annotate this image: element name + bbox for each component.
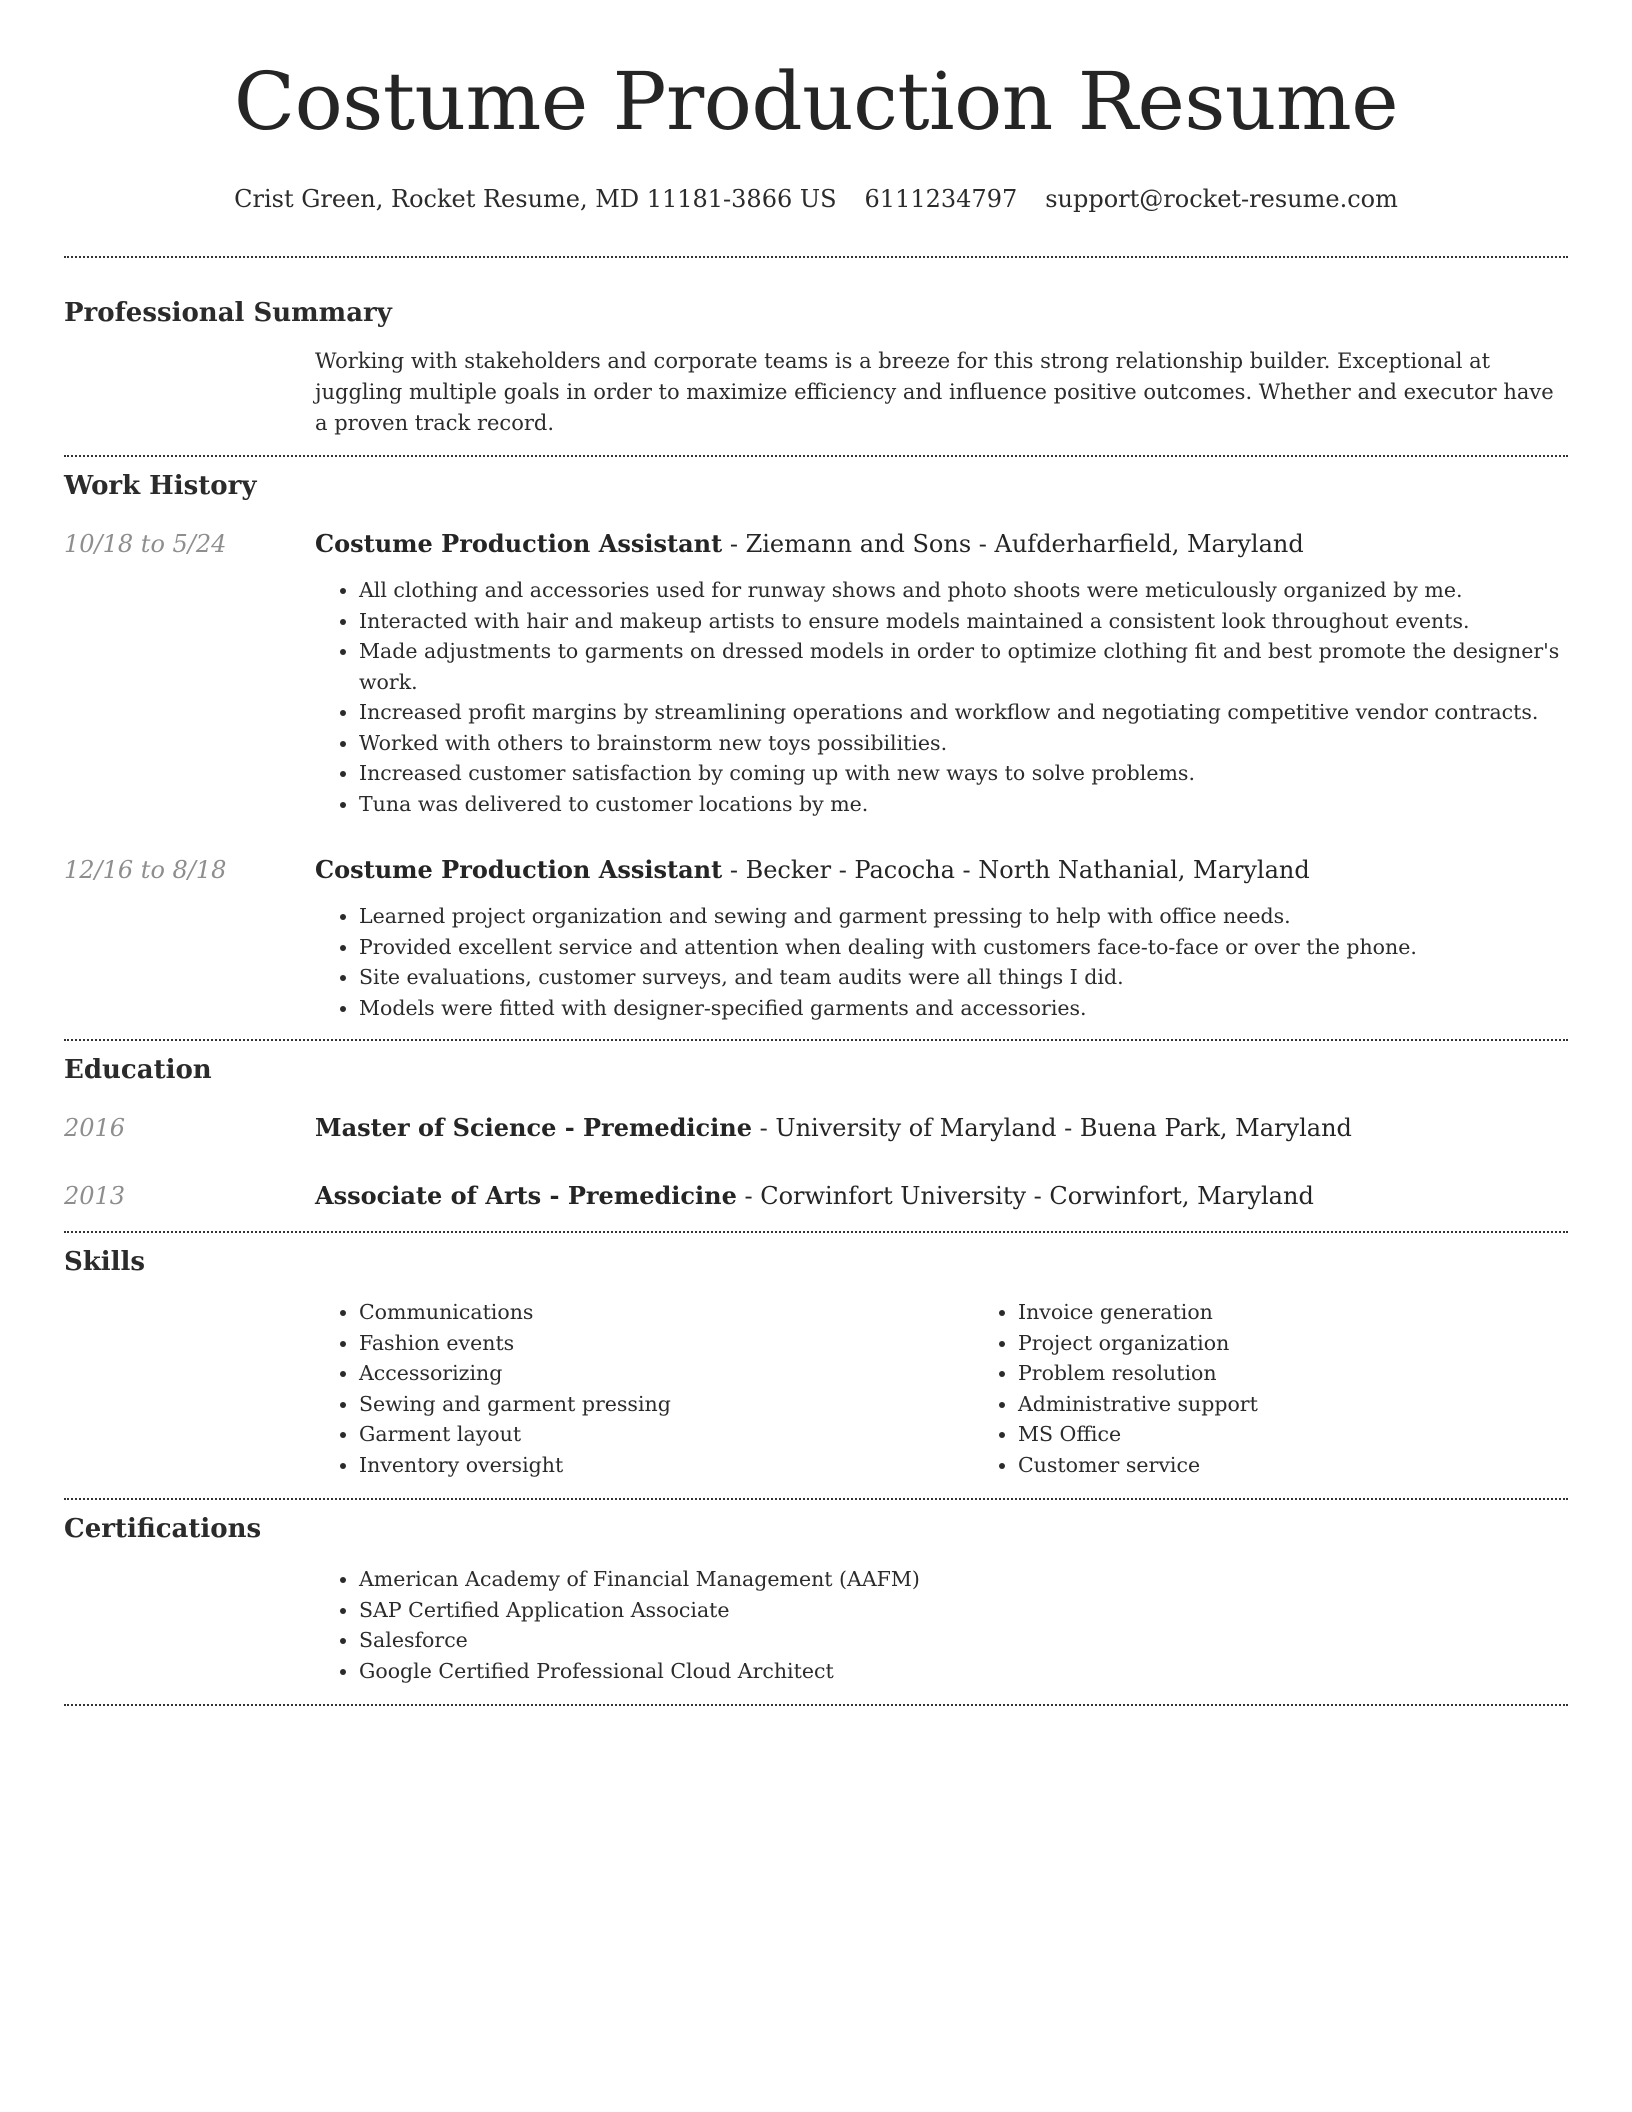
list-item: • Inventory oversight (359, 1450, 974, 1481)
list-item: • MS Office (1018, 1419, 1632, 1450)
section-divider (64, 1039, 1568, 1041)
contact-phone: 6111234797 (864, 185, 1018, 213)
resume-title: Costume Production Resume (233, 55, 1399, 148)
certifications-section (64, 1512, 1568, 1686)
job-entry (64, 853, 1568, 1023)
contact-email: support@rocket-resume.com (1045, 185, 1398, 213)
education-entry (64, 1111, 1568, 1145)
summary-text: Working with stakeholders and corporate teams is a breeze for this strong relationship builder. Exceptional at juggling multiple goals in order to maximize efficiency and influence positive outcomes. Whether and executor have a proven track record. (315, 349, 1554, 435)
list-item: • SAP Certified Application Associate (359, 1595, 1568, 1626)
section-divider (64, 1231, 1568, 1233)
list-item: • Communications (359, 1297, 974, 1328)
job-heading: Costume Production Assistant - Becker - Pacocha - North Nathanial, Maryland (315, 855, 1310, 884)
work-history-section (64, 469, 1568, 1023)
job-dates: 12/16 to 8/18 (64, 856, 227, 884)
summary-section (64, 296, 1568, 439)
list-item: • Accessorizing (359, 1358, 974, 1389)
education-heading: Education (64, 1055, 212, 1085)
list-item: • Sewing and garment pressing (359, 1389, 974, 1420)
contact-address: Crist Green, Rocket Resume, MD 11181-3866 US (234, 185, 837, 213)
section-divider (64, 1704, 1568, 1706)
job-heading: Costume Production Assistant - Ziemann and Sons - Aufderharfield, Maryland (315, 529, 1304, 558)
job-employer: Ziemann and Sons - Aufderharfield, Maryland (745, 530, 1304, 558)
list-item: • Learned project organization and sewing and garment pressing to help with office needs. (359, 901, 1568, 932)
skills-section (64, 1245, 1568, 1480)
skills-list-left (315, 1297, 974, 1480)
list-item: • Fashion events (359, 1328, 974, 1359)
list-item: • Increased profit margins by streamlining operations and workflow and negotiating competitive vendor contracts. (359, 697, 1568, 728)
job-dates: 10/18 to 5/24 (64, 530, 227, 558)
list-item: • Made adjustments to garments on dressed models in order to optimize clothing fit and best promote the designer's work. (359, 636, 1568, 697)
summary-heading: Professional Summary (64, 298, 392, 328)
work-history-heading: Work History (64, 471, 257, 501)
list-item: • Customer service (1018, 1450, 1632, 1481)
job-title: Costume Production Assistant (315, 855, 723, 884)
certifications-list (315, 1564, 1568, 1686)
job-duties (315, 901, 1568, 1023)
education-degree: Master of Science - Premedicine (315, 1113, 752, 1142)
list-item: • Problem resolution (1018, 1358, 1632, 1389)
contact-line (64, 182, 1568, 216)
list-item: • Provided excellent service and attention when dealing with customers face-to-face or over the phone. (359, 932, 1568, 963)
job-duties (315, 575, 1568, 819)
list-item: • Tuna was delivered to customer locations by me. (359, 789, 1568, 820)
certifications-row (64, 1564, 1568, 1686)
list-item: • Garment layout (359, 1419, 974, 1450)
job-entry (64, 527, 1568, 819)
education-entry (64, 1179, 1568, 1213)
education-heading-line: Associate of Arts - Premedicine - Corwinfort University - Corwinfort, Maryland (315, 1181, 1314, 1210)
list-item: • Salesforce (359, 1625, 1568, 1656)
list-item: • American Academy of Financial Management (AAFM) (359, 1564, 1568, 1595)
list-item: • Site evaluations, customer surveys, and team audits were all things I did. (359, 962, 1568, 993)
education-school: University of Maryland - Buena Park, Maryland (775, 1114, 1352, 1142)
section-divider (64, 256, 1568, 258)
education-section (64, 1053, 1568, 1213)
list-item: • Models were fitted with designer-specified garments and accessories. (359, 993, 1568, 1024)
job-employer: Becker - Pacocha - North Nathanial, Maryland (745, 856, 1310, 884)
education-degree: Associate of Arts - Premedicine (315, 1181, 737, 1210)
education-school: Corwinfort University - Corwinfort, Maryland (760, 1182, 1314, 1210)
resume-page (64, 0, 1568, 1706)
list-item: • Google Certified Professional Cloud Architect (359, 1656, 1568, 1687)
certifications-heading: Certifications (64, 1514, 262, 1544)
summary-row (64, 346, 1568, 439)
skills-row (64, 1297, 1568, 1480)
skills-list-right (974, 1297, 1632, 1480)
section-divider (64, 455, 1568, 457)
education-year: 2013 (64, 1182, 126, 1210)
education-heading-line: Master of Science - Premedicine - University of Maryland - Buena Park, Maryland (315, 1113, 1352, 1142)
education-year: 2016 (64, 1114, 126, 1142)
skills-grid (315, 1297, 1632, 1480)
list-item: • Project organization (1018, 1328, 1632, 1359)
list-item: • Administrative support (1018, 1389, 1632, 1420)
list-item: • All clothing and accessories used for runway shows and photo shoots were meticulously organized by me. (359, 575, 1568, 606)
list-item: • Invoice generation (1018, 1297, 1632, 1328)
skills-heading: Skills (64, 1247, 146, 1277)
list-item: • Interacted with hair and makeup artists to ensure models maintained a consistent look throughout events. (359, 606, 1568, 637)
list-item: • Worked with others to brainstorm new toys possibilities. (359, 728, 1568, 759)
job-title: Costume Production Assistant (315, 529, 723, 558)
section-divider (64, 1498, 1568, 1500)
list-item: • Increased customer satisfaction by coming up with new ways to solve problems. (359, 758, 1568, 789)
